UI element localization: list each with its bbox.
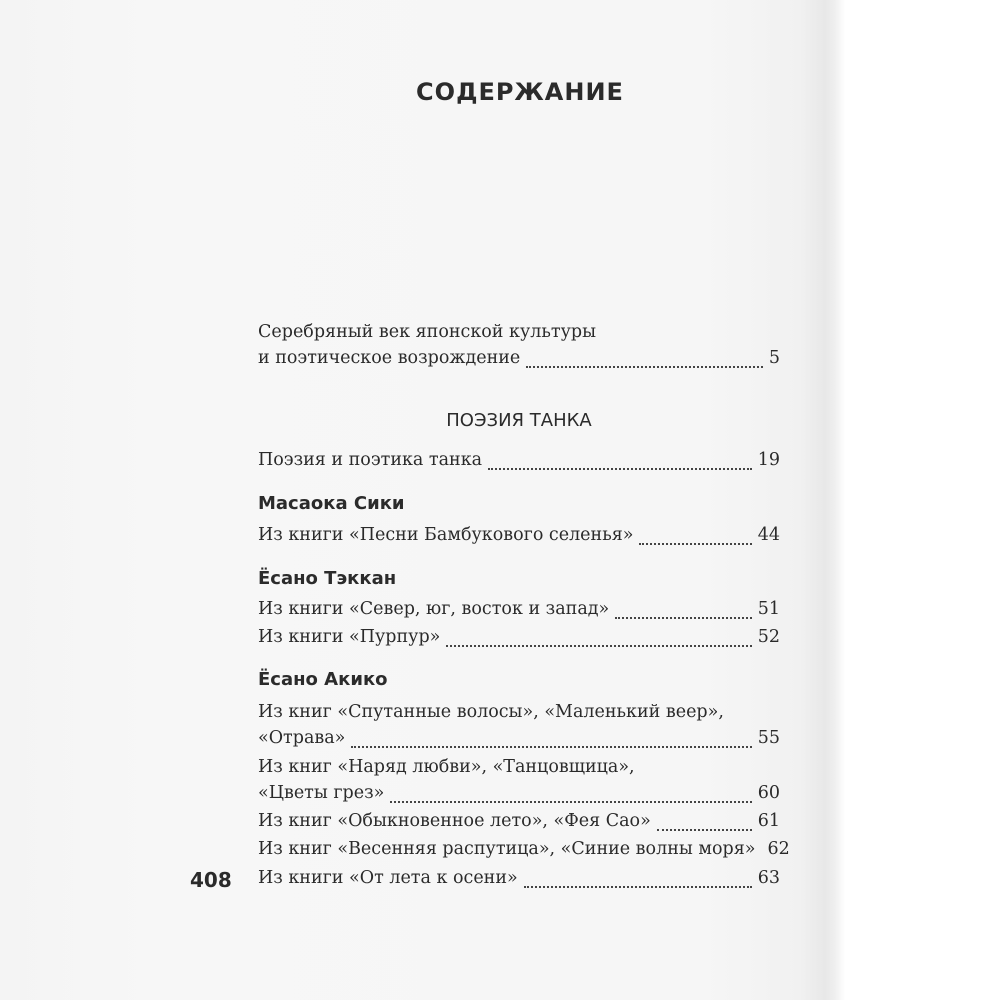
toc-page-number: 55 [757,728,780,748]
toc-entry-text: Из книги «Пурпур» [258,627,441,647]
toc-entry-tekkan-2[interactable] [258,627,780,653]
leader-dots [657,829,752,831]
author-heading-akiko: Ёсано Акико [258,669,388,690]
leader-dots [524,886,752,888]
leader-dots [351,746,751,748]
toc-page-number: 51 [757,599,780,619]
toc-entry-shiki-1[interactable] [258,525,780,551]
toc-page-number: 62 [767,839,790,859]
toc-entry-text: Из книги «Север, юг, восток и запад» [258,599,610,619]
toc-entry-text: Из книг «Весенняя распутица», «Синие волны моря» [258,839,756,859]
leader-dots [615,617,751,619]
toc-entry-akiko-4[interactable] [258,839,790,865]
toc-page-number: 44 [757,525,780,545]
toc-page-number: 19 [757,450,780,470]
toc-entry-akiko-1-line1: Из книг «Спутанные волосы», «Маленький веер», [258,702,724,722]
toc-entry-akiko-1[interactable] [258,728,780,754]
folio-page-number: 408 [190,868,232,892]
leader-dots [390,801,751,803]
leader-dots [526,366,763,368]
toc-entry-akiko-2-line1: Из книг «Наряд любви», «Танцовщица», [258,757,635,777]
toc-entry-text: Из книги «От лета к осени» [258,868,518,888]
toc-page-number: 5 [768,348,780,368]
toc-entry-text: Из книг «Обыкновенное лето», «Фея Сао» [258,811,651,831]
toc-entry-text: и поэтическое возрождение [258,348,521,368]
toc-entry-tekkan-1[interactable] [258,599,780,625]
author-heading-tekkan: Ёсано Тэккан [258,568,397,589]
section-heading: ПОЭЗИЯ ТАНКА [446,410,592,431]
toc-entry-akiko-2[interactable] [258,783,780,809]
toc-entry-intro[interactable] [258,348,780,374]
leader-dots [488,468,752,470]
toc-page-number: 60 [757,783,780,803]
toc-page-number: 63 [757,868,780,888]
toc-entry-poetics[interactable] [258,450,780,476]
toc-entry-text: «Цветы грез» [258,783,385,803]
page-title: СОДЕРЖАНИЕ [416,78,624,106]
toc-page-number: 61 [757,811,780,831]
toc-entry-akiko-3[interactable] [258,811,780,837]
toc-entry-text: «Отрава» [258,728,346,748]
intro-title-line1: Серебряный век японской культуры [258,322,597,342]
toc-entry-text: Поэзия и поэтика танка [258,450,483,470]
toc-entry-akiko-5[interactable] [258,868,780,894]
toc-page-number: 52 [757,627,780,647]
author-heading-shiki: Масаока Сики [258,493,405,514]
leader-dots [446,645,751,647]
leader-dots [639,543,751,545]
toc-entry-text: Из книги «Песни Бамбукового селенья» [258,525,634,545]
